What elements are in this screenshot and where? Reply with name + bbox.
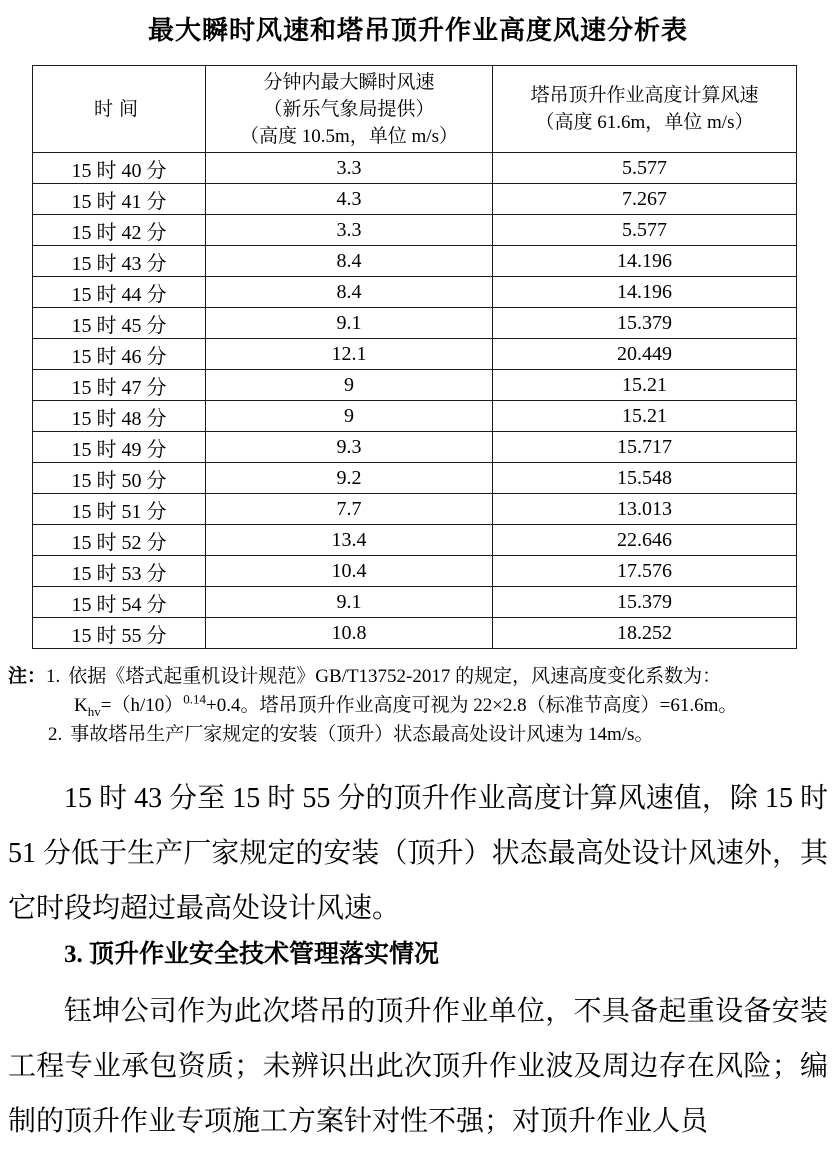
calculated-cell: 15.21 [493,401,797,432]
calculated-cell: 20.449 [493,339,797,370]
measured-cell: 10.8 [206,618,493,649]
header-calculated [493,66,797,153]
calculated-cell: 5.577 [493,153,797,184]
calculated-cell: 15.379 [493,587,797,618]
measured-cell: 9.3 [206,432,493,463]
time-cell: 15 时 40 分 [33,153,206,184]
section-3-paragraph: 钰坤公司作为此次塔吊的顶升作业单位，不具备起重设备安装工程专业承包资质；未辨识出此次顶升作业波及周边存在风险；编制的顶升作业专项施工方案针对性不强；对顶升作业人员 [8,996,828,1137]
note-label: 注： [8,666,47,687]
time-cell: 15 时 45 分 [33,308,206,339]
note-line-2 [8,720,832,749]
time-cell: 15 时 48 分 [33,401,206,432]
document-page [0,14,836,1167]
analysis-paragraph: 15 时 43 分至 15 时 55 分的顶升作业高度计算风速值，除 15 时 51 分低于生产厂家规定的安装（顶升）状态最高处设计风速外，其它时段均超过最高处设计风速。 [8,783,828,924]
header-calculated-line2: （高度 61.6m，单位 m/s） [535,112,754,133]
header-measured-line2: （新乐气象局提供） [263,98,435,120]
table-row [33,432,797,463]
time-cell: 15 时 52 分 [33,525,206,556]
measured-cell: 13.4 [206,525,493,556]
note-2-number: 2. [48,724,63,745]
formula-mid: =（h/10） [100,695,184,716]
note-1-text: 依据《塔式起重机设计规范》GB/T13752-2017 的规定，风速高度变化系数为： [68,666,722,687]
measured-cell: 3.3 [206,215,493,246]
table-row [33,153,797,184]
calculated-cell: 15.717 [493,432,797,463]
time-cell: 15 时 49 分 [33,432,206,463]
measured-cell: 9 [206,401,493,432]
table-row [33,401,797,432]
measured-cell: 9.2 [206,463,493,494]
note-line-1 [8,662,832,691]
wind-speed-table [32,65,797,649]
table-row [33,494,797,525]
measured-cell: 3.3 [206,153,493,184]
table-notes [8,662,832,749]
table-row [33,370,797,401]
note-1-formula [8,691,832,720]
calculated-cell: 15.548 [493,463,797,494]
table-row [33,525,797,556]
calculated-cell: 14.196 [493,246,797,277]
measured-cell: 8.4 [206,277,493,308]
calculated-cell: 7.267 [493,184,797,215]
table-row [33,215,797,246]
document-title: 最大瞬时风速和塔吊顶升作业高度风速分析表 [147,15,688,45]
calculated-cell: 15.379 [493,308,797,339]
measured-cell: 8.4 [206,246,493,277]
time-cell: 15 时 44 分 [33,277,206,308]
formula-k: K [74,695,88,716]
formula-exponent: 0.14 [183,691,206,707]
calculated-cell: 5.577 [493,215,797,246]
calculated-cell: 15.21 [493,370,797,401]
time-cell: 15 时 41 分 [33,184,206,215]
time-cell: 15 时 55 分 [33,618,206,649]
measured-cell: 10.4 [206,556,493,587]
section-3-heading: 3. 顶升作业安全技术管理落实情况 [64,941,440,968]
calculated-cell: 22.646 [493,525,797,556]
table-row [33,184,797,215]
measured-cell: 9.1 [206,587,493,618]
time-cell: 15 时 43 分 [33,246,206,277]
measured-cell: 9.1 [206,308,493,339]
time-cell: 15 时 51 分 [33,494,206,525]
time-cell: 15 时 42 分 [33,215,206,246]
header-measured-line3: （高度 10.5m，单位 m/s） [240,125,458,147]
header-time: 时间 [33,66,206,153]
time-cell: 15 时 53 分 [33,556,206,587]
measured-cell: 12.1 [206,339,493,370]
measured-cell: 9 [206,370,493,401]
calculated-cell: 17.576 [493,556,797,587]
table-row [33,618,797,649]
table-row [33,339,797,370]
time-cell: 15 时 47 分 [33,370,206,401]
table-row [33,246,797,277]
calculated-cell: 18.252 [493,618,797,649]
table-row [33,463,797,494]
table-row [33,277,797,308]
formula-subscript: hv [87,703,101,719]
header-calculated-line1: 塔吊顶升作业高度计算风速 [530,85,759,106]
header-measured [206,66,493,153]
table-row [33,308,797,339]
calculated-cell: 14.196 [493,277,797,308]
table-row [33,587,797,618]
time-cell: 15 时 46 分 [33,339,206,370]
time-cell: 15 时 54 分 [33,587,206,618]
formula-tail: +0.4。塔吊顶升作业高度可视为 22×2.8（标准节高度）=61.6m。 [205,695,738,716]
time-cell: 15 时 50 分 [33,463,206,494]
header-measured-line1: 分钟内最大瞬时风速 [263,71,435,93]
note-2-text: 事故塔吊生产厂家规定的安装（顶升）状态最高处设计风速为 14m/s。 [70,724,654,745]
table-header-row [33,66,797,153]
measured-cell: 7.7 [206,494,493,525]
measured-cell: 4.3 [206,184,493,215]
table-row [33,556,797,587]
note-1-number: 1. [46,666,61,687]
calculated-cell: 13.013 [493,494,797,525]
